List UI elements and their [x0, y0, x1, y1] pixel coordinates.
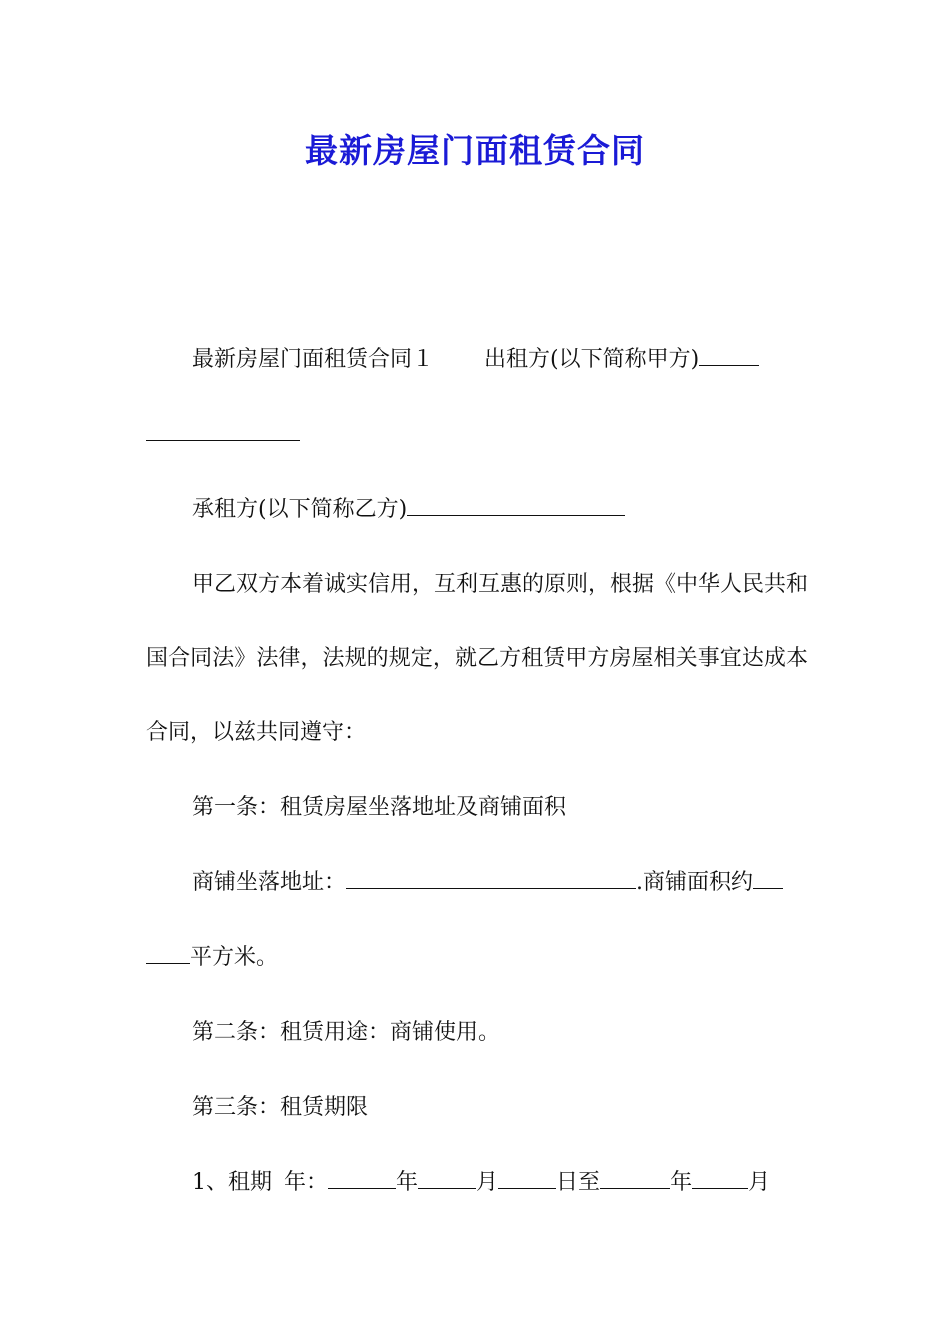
- lessor-blank-continuation: [146, 398, 808, 472]
- start-year-unit: 年: [396, 1170, 419, 1195]
- start-month-blank: [418, 1168, 476, 1189]
- address-label: 商铺坐落地址：: [192, 870, 347, 895]
- article2-heading: 第二条：租赁用途：商铺使用。: [192, 1020, 501, 1045]
- term-prefix: 1、租期: [192, 1170, 272, 1195]
- end-month-blank: [692, 1168, 748, 1189]
- area-label: .商铺面积约: [636, 870, 754, 895]
- lessor-blank: [699, 345, 759, 366]
- start-year-blank: [328, 1168, 396, 1189]
- lessee-blank: [407, 495, 625, 516]
- start-month-unit: 月: [476, 1170, 499, 1195]
- lessor-blank-2: [146, 420, 300, 441]
- term-line: [146, 1146, 854, 1220]
- area-unit: 平方米。: [190, 945, 279, 970]
- lessee-line: [146, 473, 854, 547]
- area-blank-2: [146, 943, 190, 964]
- document-title: 最新房屋门面租赁合同: [305, 131, 645, 170]
- article3-heading: 第三条：租赁期限: [192, 1095, 369, 1120]
- start-day-blank: [498, 1168, 556, 1189]
- lessee-label: 承租方(以下简称乙方): [192, 497, 408, 522]
- address-line: [146, 846, 854, 920]
- lessor-label: 出租方(以下简称甲方): [484, 347, 700, 372]
- address-blank: [346, 868, 636, 889]
- area-blank: [753, 868, 783, 889]
- contract-subtitle: 最新房屋门面租赁合同１: [192, 347, 435, 372]
- end-year-unit: 年: [670, 1170, 693, 1195]
- term-year-label: 年：: [284, 1170, 329, 1195]
- area-line: [146, 921, 808, 995]
- preamble-paragraph: 甲乙双方本着诚实信用，互利互惠的原则，根据《中华人民共和国合同法》法律，法规的规定，就乙方租赁甲方房屋相关事宜达成本合同，以兹共同遵守：: [146, 572, 809, 745]
- end-year-blank: [600, 1168, 670, 1189]
- day-to-label: 日至: [556, 1170, 601, 1195]
- heading-line: [146, 323, 854, 397]
- end-month-unit: 月: [748, 1170, 771, 1195]
- article1-heading: 第一条：租赁房屋坐落地址及商铺面积: [192, 795, 567, 820]
